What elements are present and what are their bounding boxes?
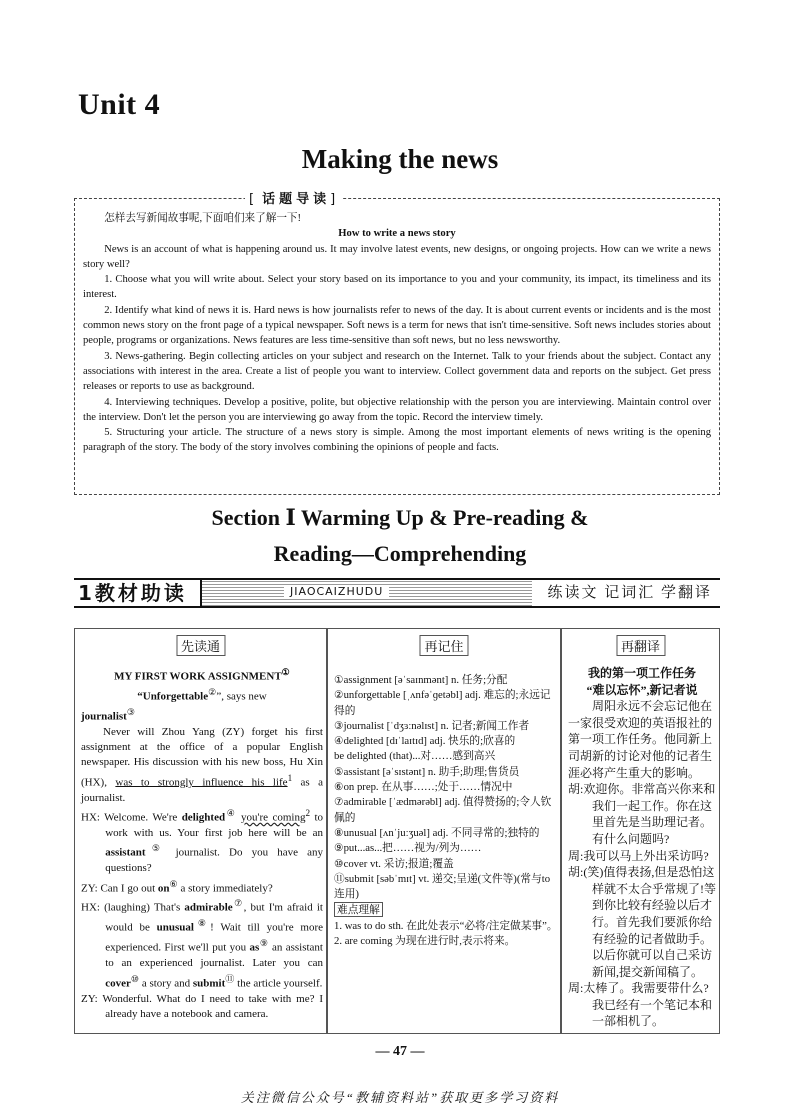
vocab-item: ②unforgettable [ˌʌnfəˈɡetəbl] adj. 难忘的;永远记得的 — [334, 689, 551, 717]
topic-paragraph: 4. Interviewing techniques. Develop a positive, polite, but objective relationship with the person you are interviewing. Maintain control over the interview. Don't let the person you are interviewing go away from the topic. Record the interview timely. — [83, 396, 711, 423]
chapter-title: Making the news — [301, 144, 499, 174]
dialogue-line: ZY: Wonderful. What do I need to take with me? I already have a notebook and camera. — [81, 992, 323, 1020]
vocab-item: ⑪submit [səbˈmɪt] vt. 递交;呈递(文件等)(常与to连用) — [334, 872, 551, 901]
vocab-item: ③journalist [ˈdʒɜːnəlɪst] n. 记者;新闻工作者 — [334, 719, 530, 732]
panel-header: 先读通 — [176, 635, 225, 656]
translation-paragraph: 周阳永远不会忘记他在一家很受欢迎的英语报社的第一项工作任务。他同新上司胡新的讨论对他的记者生涯必将产生重大的影响。 — [568, 699, 713, 780]
band-pinyin: JIAOCAIZHUDU — [284, 585, 389, 598]
article-subtitle: journalist — [81, 710, 127, 723]
section-title-line2: Reading—Comprehending — [273, 541, 527, 566]
topic-paragraph: 3. News-gathering. Begin collecting articles on your subject and research on the Internet. Talk to your friends about the subject. Contact any associations with interest in the area. Create a list of people you want to interview. Collect government data and reports on the subject. Get press releases or reports to use as background. — [83, 350, 711, 393]
reading-panel: 先读通 MY FIRST WORK ASSIGNMENT① “Unforgettable②”, says new journalist③ Never will Zhou Yang (ZY) forget his first assignment at the office of a popular English newspaper. His discussion with his new boss, Hu Xin (HX), was to strongly influence his life$^1$ as a journalist. HX: Welcome. We're delighted④ you're coming$^2$ to work with us. Your first job here will be an assistant⑤ journalist. Do you have any questions? ZY: Can I go out on⑥ a story immediately? HX: (laughing) That's admirable⑦, but I'm afraid it would be unusual⑧! Wait till you're more experienced. First we'll put you as⑨ an assistant to an experienced journalist. Later you can cover⑩ a story and submit⑪ the article yourself. ZY: Wonderful. What do I need to take with me? I already have a notebook and camera. — [74, 628, 327, 1034]
article-subtitle: ”, says new — [216, 690, 267, 703]
article-title: MY FIRST WORK ASSIGNMENT — [114, 670, 282, 683]
topic-guide-tag: [ 话题导读 ] — [245, 188, 343, 207]
vocab-item: ⑩cover vt. 采访;报道;覆盖 — [334, 857, 454, 870]
vocab-item: ⑤assistant [əˈsɪstənt] n. 助手;助理;售货员 — [334, 765, 520, 778]
page-number: — 47 — — [375, 1044, 425, 1059]
panel-header: 再翻译 — [616, 635, 665, 656]
translation-line: 胡:(笑)值得表扬,但是恐怕这样就不太合乎常规了!等到你比较有经验以后才行。首先我们要派你给有经验的记者做助手。以后你就可以自己采访新闻,提交新闻稿了。 — [568, 865, 716, 979]
topic-guide-box — [74, 192, 720, 495]
topic-paragraph: 5. Structuring your article. The structure of a news story is simple. Among the most important elements of news writing is the opening paragraph of the story. The body of the story involves combining the opinions of people and facts. — [83, 427, 711, 454]
dialogue-line: HX: (laughing) That's admirable⑦, but I'm afraid it would be unusual⑧! Wait till you're more experienced. First we'll put you as⑨ an assistant to an experienced journalist. Later you can cover⑩ a story and submit⑪ the article yourself. — [81, 898, 323, 990]
vocab-item: ④delighted [dɪˈlaɪtɪd] adj. 快乐的;欣喜的 — [334, 735, 516, 748]
translation-subtitle: “难以忘怀”,新记者说 — [586, 682, 698, 697]
section-title-line1: Section Ⅰ Warming Up & Pre-reading & — [211, 505, 589, 530]
dialogue-line: HX: Welcome. We're delighted④ you're coming$^2$ to work with us. Your first job here will be an assistant⑤ journalist. Do you have any questions? — [81, 808, 324, 875]
translation-line: 周:我可以马上外出采访吗? — [568, 848, 709, 863]
panel-header: 再记住 — [419, 635, 468, 656]
textbook-guide-band — [74, 578, 720, 608]
translation-panel — [561, 628, 720, 1034]
vocabulary-panel — [327, 628, 561, 1034]
article-intro: Never will Zhou Yang (ZY) forget his first assignment at the office of a popular English newspaper. His discussion with his new boss, Hu Xin (HX), was to strongly influence his life$^1$ as a journalist. — [81, 725, 324, 804]
translation-line: 周:太棒了。我需要带什么?我已经有一个笔记本和一部相机了。 — [568, 981, 713, 1029]
vocab-item: be delighted (that)...对……感到高兴 — [334, 750, 496, 763]
translation-line: 胡:欢迎你。非常高兴你来和我们一起工作。你在这里首先是当助理记者。有什么问题吗? — [568, 782, 716, 846]
dialogue-line: ZY: Can I go out on⑥ a story immediately? — [81, 878, 273, 895]
topic-paragraph: 1. Choose what you will write about. Select your story based on its importance to you and your community, its impact, its timeliness and its interest. — [83, 274, 711, 301]
vocab-item: ⑨put...as...把……视为/列为…… — [334, 842, 482, 855]
topic-paragraph: News is an account of what is happening around us. It may involve latest events, new designs, or ongoing projects. How can we write a news story well? — [83, 243, 711, 270]
footer-note: 关注微信公众号“教辅资料站”获取更多学习资料 — [240, 1090, 560, 1105]
vocab-item: ⑧unusual [ʌnˈjuːʒuəl] adj. 不同寻常的;独特的 — [334, 826, 540, 839]
translation-title: 我的第一项工作任务 — [587, 666, 696, 680]
article-subtitle: “Unforgettable — [137, 690, 209, 703]
unit-title: Unit 4 — [78, 88, 161, 121]
vocab-item: ⑦admirable [ˈædmərəbl] adj. 值得赞扬的;令人钦佩的 — [334, 796, 552, 824]
band-label: 1教材助读 — [74, 580, 202, 606]
vocab-item: ①assignment [əˈsaɪnmənt] n. 任务;分配 — [334, 674, 508, 686]
vocab-item: ⑥on prep. 在从事……;处于……情况中 — [334, 781, 513, 794]
topic-paragraph: 2. Identify what kind of news it is. Hard news is how journalists refer to news of the day. It is about current events or incidents and is the most common news story on the front page of a typical newspaper. Soft news is a term for news that isn't time-sensitive. Soft news includes stories about people, programs or organizations. News features are less time-sensitive than soft news, but no less newsworthy. — [83, 304, 711, 347]
topic-intro: 怎样去写新闻故事呢,下面咱们来了解一下! — [104, 213, 302, 224]
difficulty-note-tag: 难点理解 — [334, 902, 383, 917]
topic-heading: How to write a news story — [338, 228, 456, 240]
difficulty-note: 1. was to do sth. 在此处表示“必将/注定做某事”。 — [334, 919, 558, 932]
difficulty-note: 2. are coming 为现在进行时,表示将来。 — [334, 935, 516, 948]
band-right-text: 练读文 记词汇 学翻译 — [547, 585, 712, 601]
